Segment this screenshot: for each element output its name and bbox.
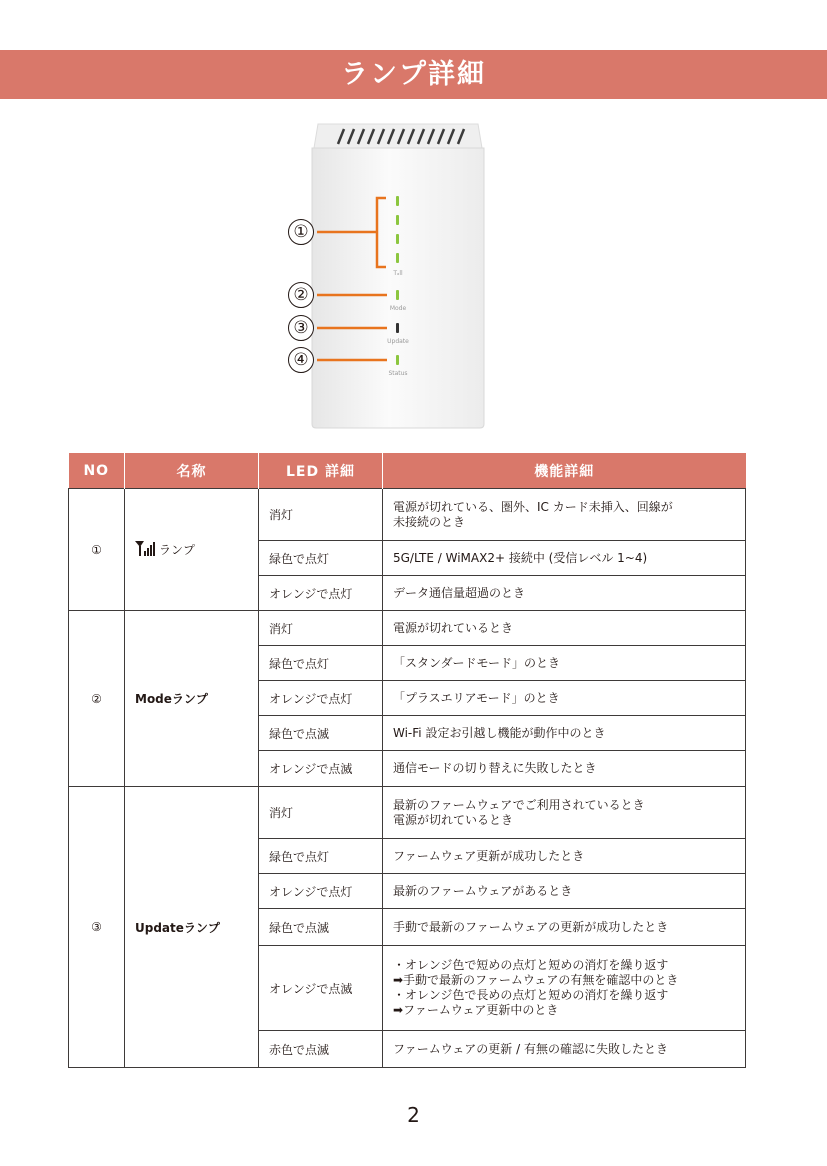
function-detail: 手動で最新のファームウェアの更新が成功したとき	[383, 909, 746, 946]
led-state: 緑色で点灯	[259, 541, 383, 576]
function-detail	[383, 489, 746, 541]
function-detail: 電源が切れているとき	[383, 611, 746, 646]
signal-icon	[135, 541, 155, 556]
led-state: 緑色で点滅	[259, 716, 383, 751]
function-detail: 通信モードの切り替えに失敗したとき	[383, 751, 746, 787]
marker-3: ③	[288, 315, 314, 341]
status-led	[396, 355, 399, 365]
led-state: オレンジで点灯	[259, 681, 383, 716]
lamp-name-label: Modeランプ	[135, 692, 208, 706]
led-state: オレンジで点灯	[259, 576, 383, 611]
page-number: 2	[407, 1103, 420, 1127]
led-state: 緑色で点灯	[259, 839, 383, 874]
led-state: 緑色で点滅	[259, 909, 383, 946]
function-detail	[383, 946, 746, 1031]
marker-2: ②	[288, 282, 314, 308]
function-line: 最新のファームウェアでご利用されているとき	[393, 797, 645, 812]
signal-led-label: Tₐll	[393, 270, 403, 277]
mode-led	[396, 290, 399, 300]
function-detail: 5G/LTE / WiMAX2+ 接続中 (受信レベル 1~4)	[383, 541, 746, 576]
header-function: 機能詳細	[383, 453, 746, 489]
function-detail: ファームウェアの更新 / 有無の確認に失敗したとき	[383, 1031, 746, 1068]
router-illustration	[260, 112, 500, 442]
function-line: ・オレンジ色で長めの点灯と短めの消灯を繰り返す	[393, 988, 669, 1002]
function-line: ➡手動で最新のファームウェアの有無を確認中のとき	[393, 973, 679, 987]
function-detail: 「スタンダードモード」のとき	[383, 646, 746, 681]
lamp-name	[125, 787, 259, 1068]
led-state: 消灯	[259, 611, 383, 646]
function-line: 電源が切れている、圏外、IC カード未挿入、回線が	[393, 499, 673, 514]
function-line: ・オレンジ色で短めの点灯と短めの消灯を繰り返す	[393, 958, 669, 972]
update-led	[396, 323, 399, 333]
function-detail: Wi-Fi 設定お引越し機能が動作中のとき	[383, 716, 746, 751]
function-line: ➡ファームウェア更新中のとき	[393, 1003, 559, 1017]
header-led: LED 詳細	[259, 453, 383, 489]
function-detail: 「プラスエリアモード」のとき	[383, 681, 746, 716]
lamp-detail-table	[68, 453, 746, 1068]
table-row	[69, 489, 746, 541]
update-led-label: Update	[387, 338, 409, 345]
function-detail: データ通信量超過のとき	[383, 576, 746, 611]
marker-1: ①	[288, 219, 314, 245]
function-detail: 最新のファームウェアがあるとき	[383, 874, 746, 909]
led-state: 赤色で点滅	[259, 1031, 383, 1068]
header-no: NO	[69, 453, 125, 489]
header-name: 名称	[125, 453, 259, 489]
led-state: オレンジで点滅	[259, 946, 383, 1031]
lamp-name	[125, 611, 259, 787]
lamp-name-label: ランプ	[159, 543, 196, 557]
function-line: 未接続のとき	[393, 514, 466, 529]
table-row	[69, 787, 746, 839]
led-state: 消灯	[259, 489, 383, 541]
led-state: オレンジで点滅	[259, 751, 383, 787]
led-state: オレンジで点灯	[259, 874, 383, 909]
function-detail	[383, 787, 746, 839]
status-led-label: Status	[388, 370, 408, 377]
row-number: ①	[69, 489, 125, 611]
table-header-row	[69, 453, 746, 489]
led-state: 緑色で点灯	[259, 646, 383, 681]
lamp-name-label: Updateランプ	[135, 920, 220, 935]
row-number: ②	[69, 611, 125, 787]
page-title: ランプ詳細	[0, 50, 827, 99]
row-number: ③	[69, 787, 125, 1068]
mode-led-label: Mode	[389, 305, 407, 312]
function-detail: ファームウェア更新が成功したとき	[383, 839, 746, 874]
led-state: 消灯	[259, 787, 383, 839]
lamp-name	[125, 489, 259, 611]
table-row	[69, 611, 746, 646]
function-line: 電源が切れているとき	[393, 812, 514, 827]
marker-4: ④	[288, 347, 314, 373]
router-drawing	[260, 112, 500, 442]
